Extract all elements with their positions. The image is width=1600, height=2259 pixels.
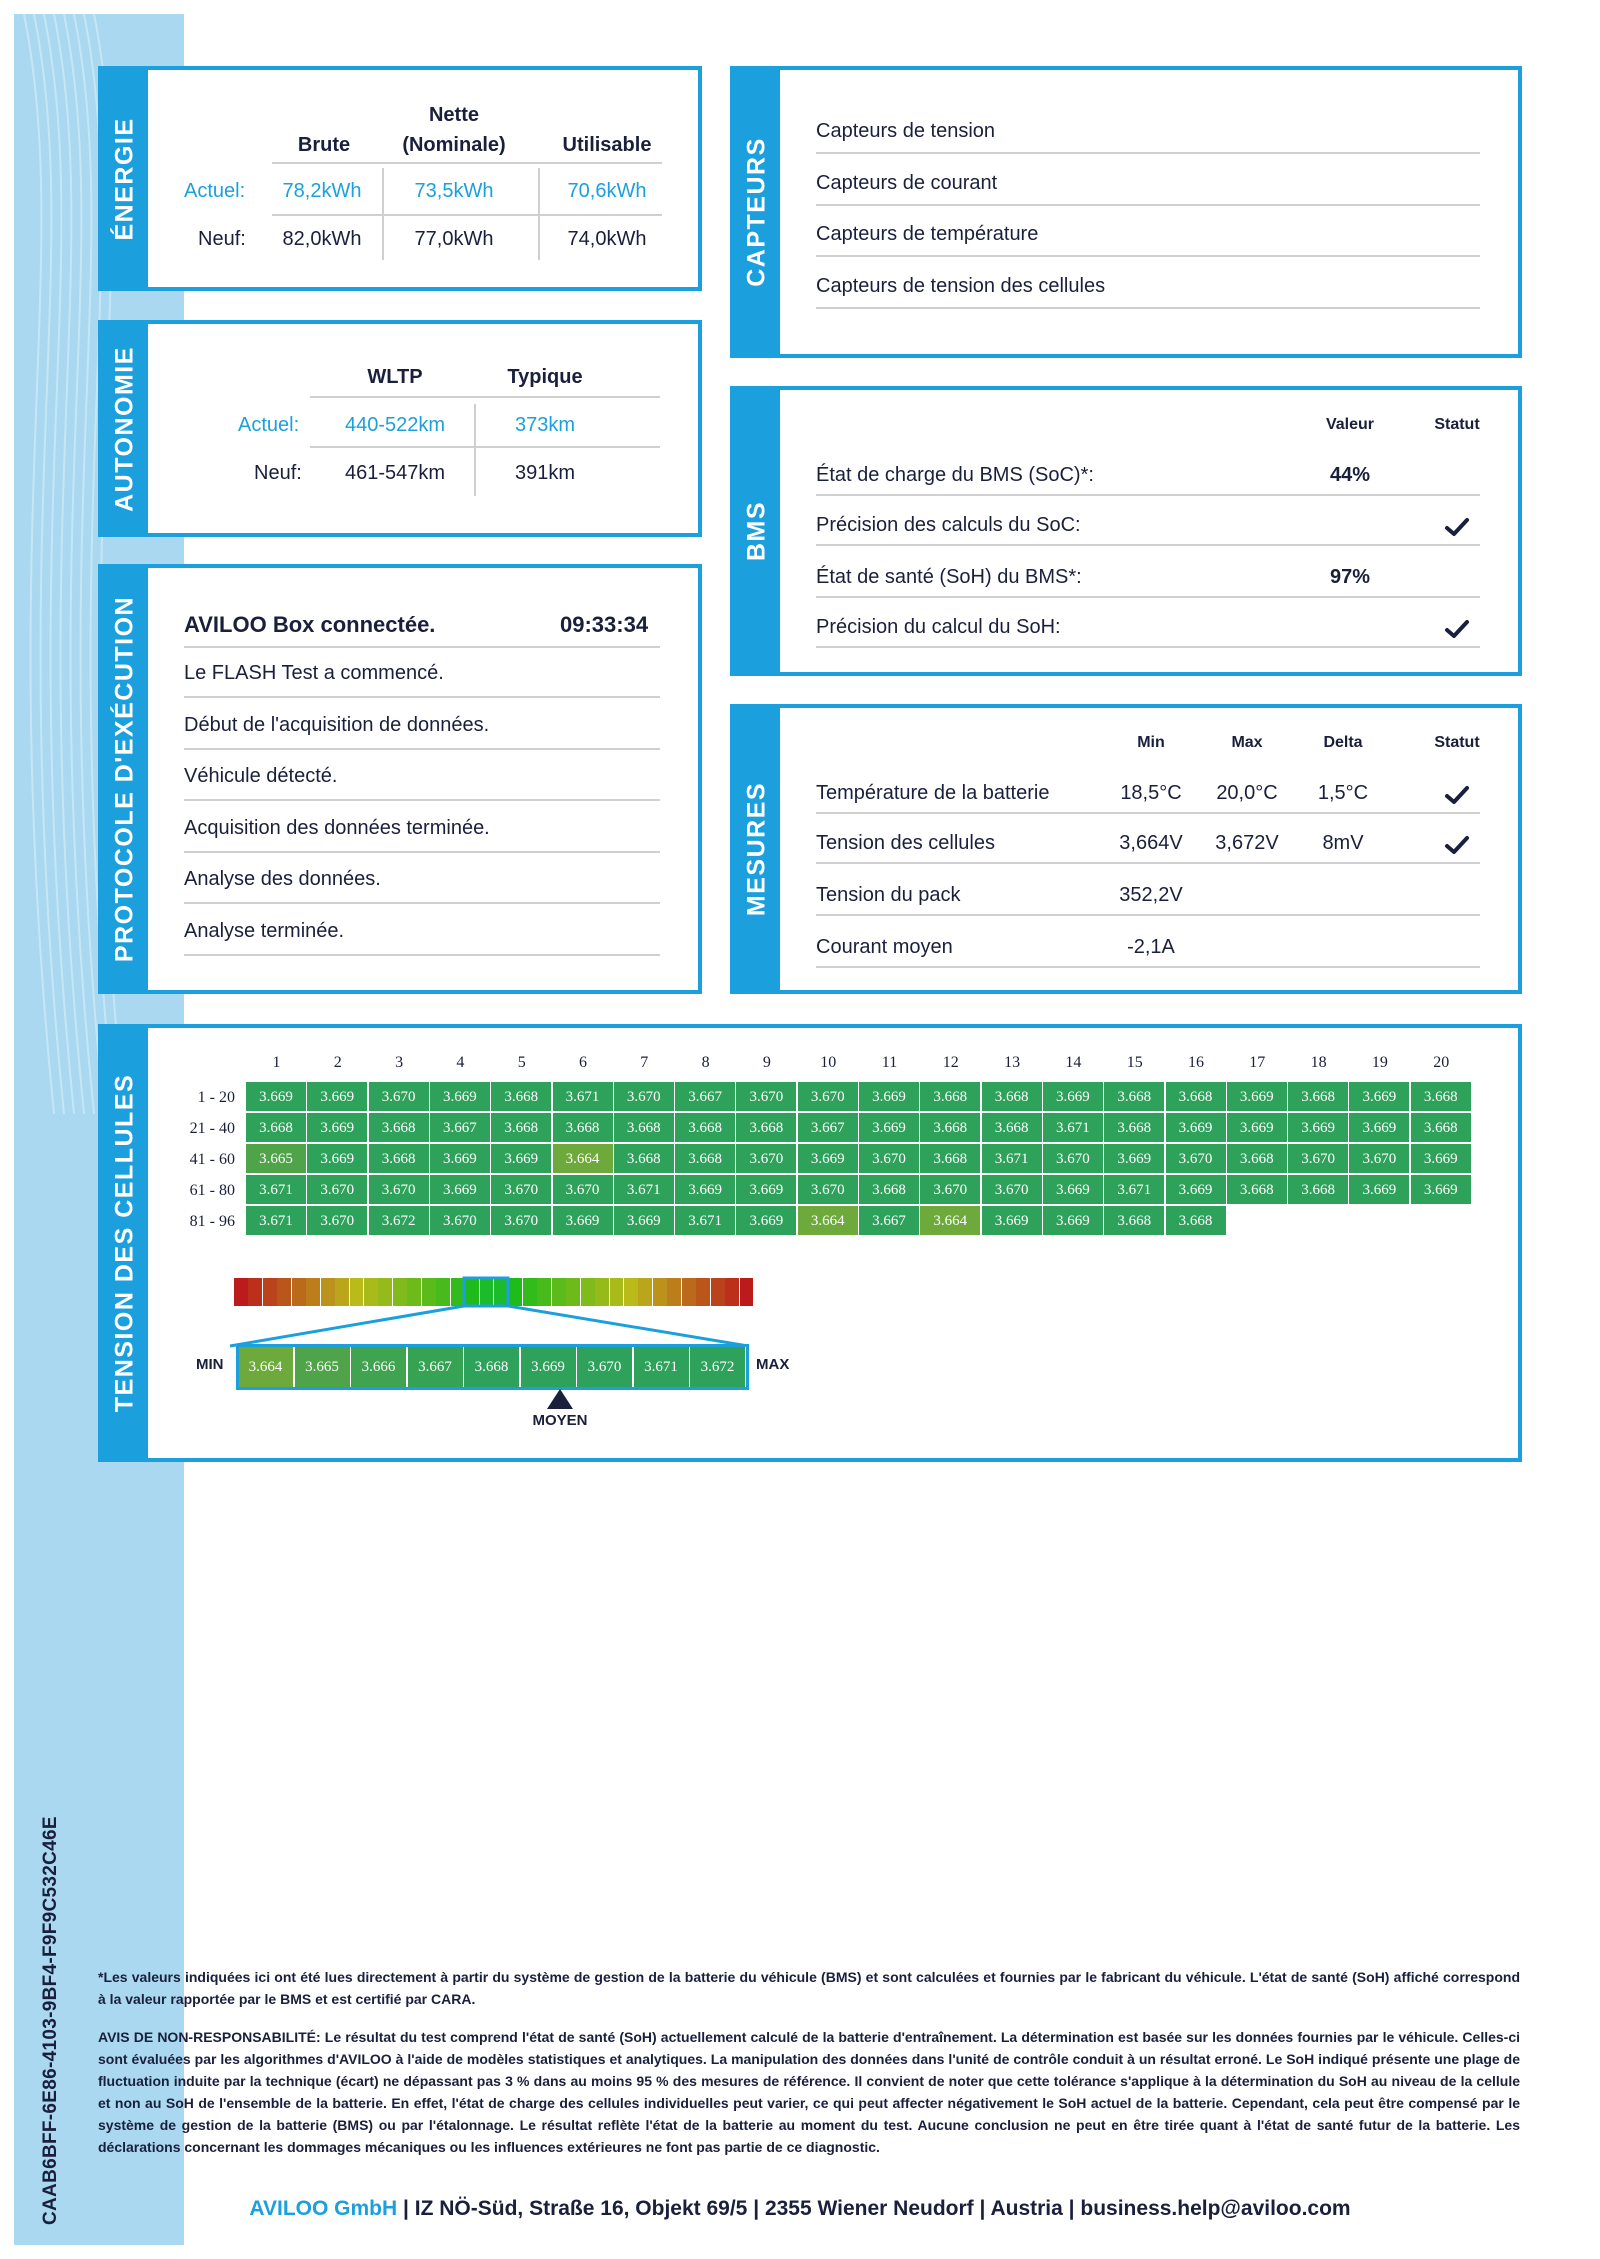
cell-column-header: 14 — [1065, 1054, 1082, 1071]
protocole-step: Analyse terminée. — [184, 919, 345, 942]
cell-voltage: 3.670 — [369, 1082, 430, 1112]
mesures-current-value: -2,1A — [1127, 936, 1175, 958]
cell-voltage: 3.670 — [307, 1175, 368, 1205]
cell-voltage: 3.669 — [1227, 1113, 1288, 1143]
cell-voltage: 3.669 — [1349, 1113, 1410, 1143]
cell-row-header: 61 - 80 — [189, 1182, 235, 1199]
bms-soh-value: 97% — [1329, 566, 1371, 588]
legend-value: 3.668 — [464, 1346, 520, 1388]
cell-voltage: 3.669 — [798, 1144, 859, 1174]
footer-sep: | — [979, 2197, 986, 2220]
disclaimer-text: Le résultat du test comprend l'état de santé (SoH) actuellement calculé de la batterie d'entraînement. La détermination est basée sur les données fournies par le véhicule. Celles-ci sont évaluées par les algorithmes d'AVILOO à l'aide de modèles statistiques et analytiques. La manipulation des données dans l'unité de contrôle conduit à un résultat erroné. Le SoH indiqué présente une plage de fluctuation induite par la technique (écart) ne dépassant pas 3 % dans au moins 95 % des mesures de référence. Il convient de noter que cette tolérance s'applique à la détermination du SoH au niveau de la cellule et non au SoH de l'ensemble de la batterie. En effet, l'état de charge des cellules individuelles peut varier, ce qui peut affecter négativement le SoH actuel de la batterie. Cependant, cela peut être compensé par le système de gestion de la batterie (BMS) ou par l'étalonnage. Le résultat reflète l'état de la batterie au moment du test. Aucune conclusion ne peut en être tirée quant à l'état de santé futur de la batterie. Les déclarations concernant les dommages mécaniques ou les influences extérieures ne font pas partie de ce diagnostic. — [98, 2029, 1521, 2155]
protocole-time: 09:33:34 — [560, 612, 649, 637]
footer-sep: | — [1068, 2197, 1075, 2220]
cell-column-header: 16 — [1188, 1054, 1204, 1071]
cell-column-header: 3 — [395, 1054, 404, 1071]
protocole-panel — [98, 564, 702, 994]
cell-voltage: 3.668 — [614, 1144, 675, 1174]
bms-panel — [730, 386, 1522, 676]
cell-voltage: 3.668 — [614, 1113, 675, 1143]
cell-voltage: 3.668 — [736, 1113, 797, 1143]
cell-voltage: 3.668 — [859, 1175, 920, 1205]
cell-voltage: 3.668 — [920, 1082, 981, 1112]
legend-value: 3.667 — [408, 1346, 464, 1388]
cell-voltage: 3.668 — [1411, 1113, 1472, 1143]
cell-voltage: 3.670 — [614, 1082, 675, 1112]
autonomie-title: AUTONOMIE — [110, 345, 139, 512]
legend-max-label: MAX — [756, 1356, 790, 1373]
cell-voltage: 3.670 — [369, 1175, 430, 1205]
cell-voltage: 3.670 — [1349, 1144, 1410, 1174]
cell-voltage: 3.670 — [982, 1175, 1043, 1205]
mesures-current-label: Courant moyen — [816, 936, 953, 958]
empty-cell-slash — [1411, 1206, 1472, 1236]
mesures-pack-value: 352,2V — [1119, 884, 1183, 906]
cell-column-header: 7 — [640, 1054, 649, 1071]
protocole-box-label: AVILOO Box connectée. — [184, 612, 436, 637]
protocole-title: PROTOCOLE D'EXÉCUTION — [110, 595, 139, 963]
protocole-step: Véhicule détecté. — [184, 765, 338, 787]
cell-voltage: 3.671 — [246, 1206, 307, 1236]
cell-voltage: 3.670 — [736, 1144, 797, 1174]
energie-title: ÉNERGIE — [110, 116, 139, 241]
cell-voltage: 3.668 — [920, 1113, 981, 1143]
legend-value: 3.670 — [577, 1346, 633, 1388]
cell-voltage: 3.671 — [1043, 1113, 1104, 1143]
mesures-temp-delta: 1,5°C — [1317, 782, 1369, 804]
energie-neuf-utilisable: 74,0kWh — [567, 228, 647, 250]
capteur-item: Capteurs de tension — [816, 120, 996, 142]
cell-voltage: 3.669 — [1227, 1082, 1288, 1112]
cell-voltage: 3.669 — [1349, 1082, 1410, 1112]
cell-voltage: 3.668 — [1104, 1113, 1165, 1143]
empty-cell-slash — [1288, 1206, 1349, 1236]
mesures-cell-max: 3,672V — [1215, 832, 1279, 854]
energie-neuf-nette: 77,0kWh — [414, 228, 494, 250]
cell-voltage: 3.664 — [553, 1144, 614, 1174]
check-icon — [1444, 279, 1470, 301]
mesures-cell-label: Tension des cellules — [816, 832, 995, 854]
legend-value: 3.665 — [295, 1346, 351, 1388]
cell-voltage: 3.668 — [982, 1113, 1043, 1143]
cell-voltage: 3.669 — [1043, 1206, 1104, 1236]
autonomie-neuf-label: Neuf: — [254, 462, 302, 484]
mesures-col-min: Min — [1137, 734, 1165, 751]
footnote-star: *Les valeurs indiquées ici ont été lues directement à partir du système de gestion de la batterie du véhicule (BMS) et sont calculées et fournies par le fabricant du véhicule. L'état de santé (SoH) affiché correspond à la valeur rapportée par le BMS et est certifié par CARA. — [98, 1969, 1520, 2007]
empty-cell-slash — [1349, 1206, 1410, 1236]
cell-voltage: 3.670 — [553, 1175, 614, 1205]
cell-row-header: 21 - 40 — [189, 1120, 235, 1137]
bms-col-statut: Statut — [1434, 416, 1480, 433]
cell-voltage: 3.670 — [430, 1206, 491, 1236]
mean-marker-icon — [546, 1388, 574, 1410]
cell-column-header: 12 — [942, 1054, 959, 1071]
cell-voltage: 3.670 — [798, 1082, 859, 1112]
autonomie-actuel-typique: 373km — [514, 414, 576, 436]
cell-voltage: 3.670 — [859, 1144, 920, 1174]
mesures-col-max: Max — [1231, 734, 1263, 751]
cell-voltage: 3.669 — [430, 1144, 491, 1174]
cell-column-header: 6 — [579, 1054, 587, 1071]
protocole-step: Début de l'acquisition de données. — [184, 713, 490, 736]
cell-column-header: 1 — [272, 1054, 281, 1071]
cell-row-header: 41 - 60 — [189, 1151, 235, 1168]
energie-actuel-label: Actuel: — [184, 180, 246, 202]
energie-neuf-label: Neuf: — [198, 228, 246, 250]
capteurs-title: CAPTEURS — [742, 137, 771, 287]
empty-cell-slash — [1227, 1206, 1288, 1236]
cell-voltage: 3.669 — [1349, 1175, 1410, 1205]
mesures-cell-delta: 8mV — [1322, 832, 1364, 854]
cell-voltage: 3.669 — [1166, 1113, 1227, 1143]
cell-voltage: 3.669 — [982, 1206, 1043, 1236]
footer-sep: | — [403, 2197, 409, 2220]
cell-voltage: 3.672 — [369, 1206, 430, 1236]
mesures-panel — [730, 704, 1522, 994]
cell-voltage: 3.671 — [675, 1206, 736, 1236]
mesures-temp-max: 20,0°C — [1216, 782, 1278, 804]
cell-column-header: 19 — [1371, 1054, 1388, 1071]
cell-voltage: 3.669 — [553, 1206, 614, 1236]
capteur-item: Capteurs de température — [816, 223, 1039, 245]
cell-voltage: 3.668 — [675, 1113, 736, 1143]
autonomie-col-typique: Typique — [507, 366, 583, 388]
protocole-step: Acquisition des données terminée. — [184, 816, 490, 839]
cell-voltage: 3.669 — [1043, 1175, 1104, 1205]
cell-voltage: 3.665 — [246, 1144, 307, 1174]
check-icon — [1444, 227, 1470, 249]
cell-voltage: 3.670 — [1166, 1144, 1227, 1174]
cell-column-header: 17 — [1249, 1054, 1266, 1071]
cell-voltage: 3.669 — [430, 1175, 491, 1205]
cell-voltage: 3.670 — [798, 1175, 859, 1205]
cell-column-header: 4 — [456, 1054, 465, 1071]
energie-col-nette-1: Nette — [428, 104, 479, 126]
mesures-temp-min: 18,5°C — [1120, 782, 1182, 804]
cell-column-header: 9 — [762, 1054, 771, 1071]
cell-voltage: 3.667 — [859, 1206, 920, 1236]
cell-voltage: 3.670 — [1043, 1144, 1104, 1174]
cell-voltage: 3.668 — [1166, 1206, 1227, 1236]
cell-voltage: 3.670 — [491, 1206, 552, 1236]
cell-column-header: 13 — [1004, 1054, 1021, 1071]
autonomie-actuel-label: Actuel: — [238, 414, 300, 436]
cell-voltage: 3.669 — [675, 1175, 736, 1205]
energie-col-nette-2: (Nominale) — [402, 134, 506, 156]
document-id: CAAB6BFF-6E86-4103-9BF4-F9F9C532C46E — [40, 1816, 61, 2225]
cell-voltage: 3.668 — [1227, 1144, 1288, 1174]
legend-value: 3.666 — [351, 1346, 407, 1388]
autonomie-neuf-wltp: 461-547km — [344, 462, 446, 484]
energie-actuel-nette: 73,5kWh — [414, 180, 494, 202]
cell-voltage: 3.668 — [675, 1144, 736, 1174]
legend-value: 3.669 — [521, 1346, 577, 1388]
cell-voltage: 3.669 — [307, 1144, 368, 1174]
energie-panel — [98, 66, 702, 291]
bms-soc-precision-label: Précision des calculs du SoC: — [816, 514, 1081, 536]
cell-voltage: 3.668 — [553, 1113, 614, 1143]
footer-city: 2355 Wiener Neudorf — [764, 2197, 974, 2220]
protocole-step: Analyse des données. — [184, 868, 381, 890]
cell-voltage: 3.668 — [1288, 1082, 1349, 1112]
footer — [0, 2197, 1600, 2221]
legend-value: 3.671 — [634, 1346, 690, 1388]
cell-voltage: 3.669 — [736, 1206, 797, 1236]
cell-voltage: 3.669 — [859, 1082, 920, 1112]
footer-sep: | — [753, 2197, 760, 2220]
cell-voltage: 3.668 — [1227, 1175, 1288, 1205]
check-icon — [630, 666, 656, 688]
autonomie-panel — [98, 320, 702, 537]
cell-voltage: 3.667 — [798, 1113, 859, 1143]
cell-voltage: 3.669 — [307, 1113, 368, 1143]
check-icon — [1444, 176, 1470, 198]
check-icon — [1444, 618, 1470, 640]
cell-voltage: 3.668 — [1104, 1082, 1165, 1112]
bms-soh-precision-label: Précision du calcul du SoH: — [816, 616, 1061, 638]
cell-voltage: 3.669 — [1104, 1144, 1165, 1174]
footer-country: Austria — [990, 2197, 1063, 2220]
mesures-pack-label: Tension du pack — [816, 884, 961, 906]
energie-actuel-utilisable: 70,6kWh — [567, 180, 647, 202]
cell-voltage: 3.670 — [491, 1175, 552, 1205]
cell-voltage: 3.668 — [491, 1113, 552, 1143]
cell-voltage: 3.668 — [1104, 1206, 1165, 1236]
footer-company: AVILOO GmbH — [249, 2197, 398, 2220]
autonomie-neuf-typique: 391km — [514, 462, 576, 484]
cell-voltage: 3.668 — [982, 1082, 1043, 1112]
cell-voltage: 3.669 — [1411, 1175, 1472, 1205]
cell-voltage: 3.669 — [491, 1144, 552, 1174]
cell-voltage: 3.669 — [1288, 1113, 1349, 1143]
cell-voltage: 3.669 — [430, 1082, 491, 1112]
cell-row-header: 1 - 20 — [197, 1089, 235, 1106]
cell-voltage: 3.670 — [1288, 1144, 1349, 1174]
cell-column-header: 18 — [1310, 1054, 1327, 1071]
cell-row-header: 81 - 96 — [189, 1213, 235, 1230]
check-icon — [1444, 834, 1470, 856]
cell-column-header: 10 — [820, 1054, 837, 1071]
bms-soh-label: État de santé (SoH) du BMS*: — [816, 566, 1082, 588]
cell-voltage: 3.671 — [246, 1175, 307, 1205]
cell-voltage: 3.668 — [491, 1082, 552, 1112]
legend-min-label: MIN — [196, 1356, 224, 1373]
cell-voltage: 3.671 — [982, 1144, 1043, 1174]
cell-column-header: 20 — [1433, 1054, 1450, 1071]
disclaimer — [98, 2026, 1520, 2158]
energie-col-utilisable: Utilisable — [562, 134, 652, 156]
capteur-item: Capteurs de tension des cellules — [816, 274, 1106, 297]
disclaimer-label: AVIS DE NON-RESPONSABILITÉ: — [98, 2029, 321, 2045]
cell-voltage: 3.668 — [1411, 1082, 1472, 1112]
cell-voltage: 3.670 — [736, 1082, 797, 1112]
legend-frame — [236, 1344, 749, 1390]
check-icon — [630, 924, 656, 946]
cell-voltage: 3.664 — [920, 1206, 981, 1236]
cell-voltage: 3.671 — [614, 1175, 675, 1205]
cell-column-header: 11 — [881, 1054, 898, 1071]
cell-voltage: 3.668 — [920, 1144, 981, 1174]
autonomie-actuel-wltp: 440-522km — [344, 414, 446, 436]
cell-voltage: 3.669 — [246, 1082, 307, 1112]
cell-voltage: 3.669 — [307, 1082, 368, 1112]
mesures-temp-label: Température de la batterie — [816, 782, 1050, 804]
cell-voltage: 3.669 — [1411, 1144, 1472, 1174]
cell-column-header: 8 — [701, 1054, 710, 1071]
capteurs-panel — [730, 66, 1522, 358]
footer-email[interactable]: business.help@aviloo.com — [1080, 2197, 1351, 2220]
bms-col-valeur: Valeur — [1325, 416, 1375, 433]
cell-column-header: 15 — [1126, 1054, 1143, 1071]
cell-voltage: 3.668 — [369, 1144, 430, 1174]
check-icon — [630, 769, 656, 791]
cell-voltage: 3.668 — [1166, 1082, 1227, 1112]
bms-soc-value: 44% — [1329, 464, 1371, 486]
check-icon — [1444, 784, 1470, 806]
energie-actuel-brute: 78,2kWh — [282, 180, 362, 202]
cell-voltage: 3.670 — [920, 1175, 981, 1205]
check-icon — [1444, 516, 1470, 538]
cell-voltage: 3.671 — [553, 1082, 614, 1112]
cell-voltage: 3.664 — [798, 1206, 859, 1236]
capteur-item: Capteurs de courant — [816, 171, 998, 194]
cellules-title: TENSION DES CELLULES — [110, 1073, 139, 1413]
mesures-col-delta: Delta — [1323, 734, 1363, 751]
check-icon — [630, 872, 656, 894]
cell-voltage: 3.669 — [1043, 1082, 1104, 1112]
energie-neuf-brute: 82,0kWh — [282, 228, 362, 250]
check-icon — [1444, 124, 1470, 146]
autonomie-col-wltp: WLTP — [367, 366, 423, 388]
cell-voltage: 3.668 — [369, 1113, 430, 1143]
cell-voltage: 3.668 — [246, 1113, 307, 1143]
cell-voltage: 3.669 — [859, 1113, 920, 1143]
protocole-step: Le FLASH Test a commencé. — [184, 662, 444, 684]
legend-mean-label: MOYEN — [532, 1412, 588, 1429]
mesures-cell-min: 3,664V — [1119, 832, 1183, 854]
energie-col-brute: Brute — [297, 134, 351, 156]
cell-voltage: 3.667 — [675, 1082, 736, 1112]
check-icon — [630, 718, 656, 740]
bms-title: BMS — [742, 500, 771, 562]
cell-voltage: 3.668 — [1288, 1175, 1349, 1205]
scale-zoom-lines — [228, 1276, 788, 1348]
mesures-title: MESURES — [742, 781, 771, 917]
cell-column-header: 2 — [333, 1054, 342, 1071]
legend-value: 3.664 — [238, 1346, 294, 1388]
bms-soc-label: État de charge du BMS (SoC)*: — [816, 464, 1094, 486]
footer-address: IZ NÖ-Süd, Straße 16, Objekt 69/5 — [414, 2197, 748, 2220]
cell-voltage: 3.671 — [1104, 1175, 1165, 1205]
mesures-col-statut: Statut — [1434, 734, 1480, 751]
cell-column-header: 5 — [517, 1054, 526, 1071]
cell-voltage: 3.670 — [307, 1206, 368, 1236]
cell-voltage: 3.667 — [430, 1113, 491, 1143]
cell-voltage: 3.669 — [614, 1206, 675, 1236]
check-icon — [630, 821, 656, 843]
legend-value: 3.672 — [690, 1346, 746, 1388]
cell-voltage: 3.669 — [736, 1175, 797, 1205]
cell-voltage: 3.669 — [1166, 1175, 1227, 1205]
